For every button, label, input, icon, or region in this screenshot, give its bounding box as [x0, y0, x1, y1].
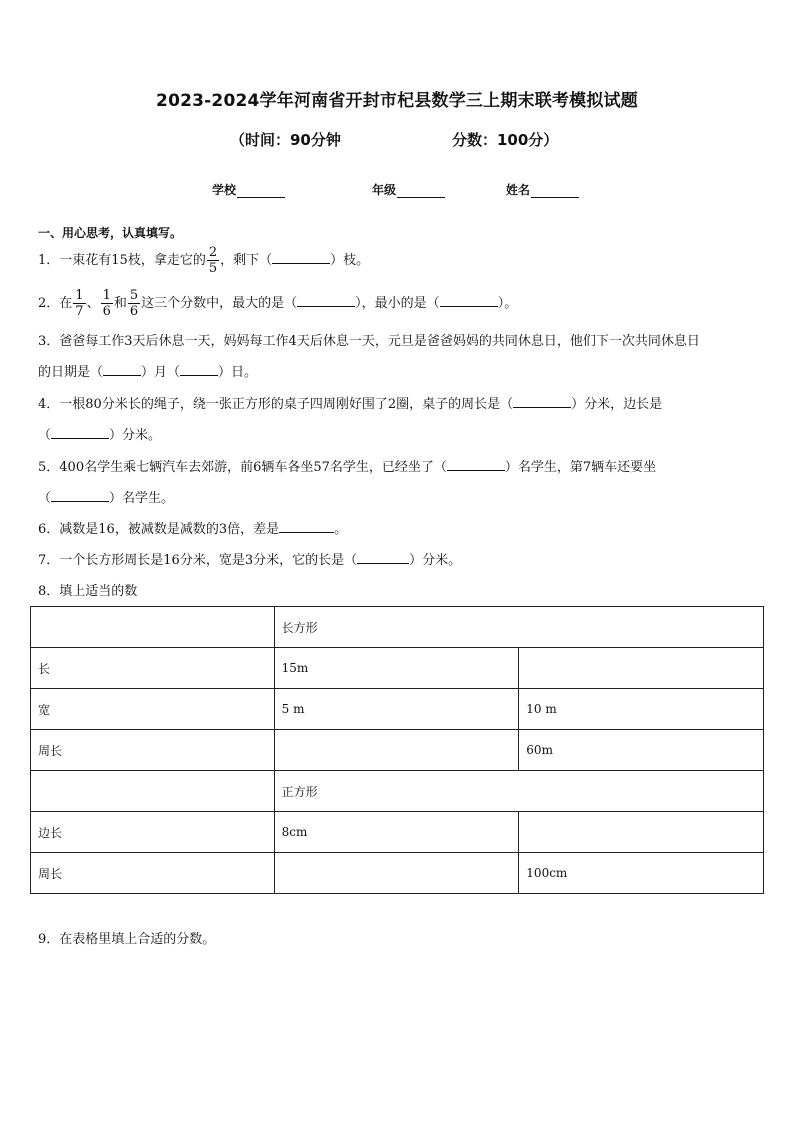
q5-text-2: ）名学生，第7辆车还要坐: [504, 460, 657, 475]
name-field: [506, 181, 579, 198]
side-value-2[interactable]: [519, 812, 764, 853]
q3-text-4: ）日。: [218, 365, 258, 380]
side-value-1: 8cm: [274, 812, 519, 853]
q4-text: 4．一根80分米长的绳子，绕一张正方形的桌子四周刚好围了2圈，桌子的周长是（: [38, 397, 514, 412]
question-3-line-1: 3．爸爸每工作3天后休息一天，妈妈每工作4天后休息一天，元旦是爸爸妈妈的共同休息日，他们下一次共同休息日: [38, 334, 700, 349]
grade-field: [372, 181, 445, 198]
q2-f2-num: 1: [102, 288, 111, 303]
q6-answer-blank[interactable]: [279, 520, 334, 533]
q5-text-4: ）名学生。: [109, 491, 175, 506]
question-8: 8．填上适当的数: [38, 584, 138, 599]
table-row: [31, 607, 764, 648]
q2-text: 2．在: [38, 296, 73, 311]
width-value-1: 5 m: [274, 689, 519, 730]
q6-text-2: 。: [334, 522, 348, 537]
table-row: [31, 730, 764, 771]
row-label-side: 边长: [31, 812, 275, 853]
square-perimeter-value-2: 100cm: [519, 853, 764, 894]
q2-sep-2: 和: [113, 296, 127, 311]
table-row: [31, 771, 764, 812]
question-9: 9．在表格里填上合适的分数。: [38, 932, 216, 947]
question-4-line-2: [38, 426, 161, 445]
school-label: 学校: [212, 183, 237, 197]
q2-text-2: 这三个分数中，最大的是（: [141, 296, 298, 311]
q3-day-blank[interactable]: [180, 363, 218, 376]
question-3-line-2: [38, 363, 257, 382]
q4-perimeter-blank[interactable]: [513, 395, 571, 408]
square-header: 正方形: [274, 771, 763, 812]
question-5-line-2: [38, 489, 174, 508]
q2-f3-den: 6: [129, 304, 139, 319]
row-label-width: 宽: [31, 689, 275, 730]
table-cell: [31, 771, 275, 812]
q6-text: 6．减数是16，被减数是减数的3倍，差是: [38, 522, 280, 537]
row-label-length: 长: [31, 648, 275, 689]
question-7: [38, 551, 461, 570]
q4-text-3: （: [38, 428, 52, 443]
exam-score: 分数：100分）: [452, 131, 559, 149]
q2-answer-blank-1[interactable]: [297, 294, 355, 307]
q7-text: 7．一个长方形周长是16分米，宽是3分米，它的长是（: [38, 553, 358, 568]
q5-remaining-blank[interactable]: [51, 489, 109, 502]
school-field: [212, 181, 285, 198]
q1-frac-numerator: 2: [208, 245, 218, 260]
q1-frac-denominator: 5: [208, 261, 218, 276]
q1-text-2: ，剩下（: [220, 253, 273, 268]
row-label-perimeter: 周长: [31, 730, 275, 771]
q2-f1-den: 7: [75, 304, 84, 319]
q2-answer-blank-2[interactable]: [440, 294, 498, 307]
q5-text-3: （: [38, 491, 52, 506]
school-blank[interactable]: [237, 184, 285, 198]
q2-sep-1: 、: [86, 296, 100, 311]
page-title: 2023-2024学年河南省开封市杞县数学三上期末联考模拟试题: [156, 91, 638, 111]
name-blank[interactable]: [531, 184, 579, 198]
width-value-2: 10 m: [519, 689, 764, 730]
row-label-square-perimeter: 周长: [31, 853, 275, 894]
length-value-1: 15m: [274, 648, 519, 689]
q1-answer-blank[interactable]: [272, 251, 330, 264]
q2-text-3: ），最小的是（: [355, 296, 440, 311]
q2-fraction-1: [73, 288, 85, 319]
question-2: [38, 288, 517, 319]
q2-text-4: ）。: [497, 296, 518, 311]
grade-blank[interactable]: [397, 184, 445, 198]
q2-f3-num: 5: [129, 288, 139, 303]
question-1: [38, 245, 369, 276]
q4-text-2: ）分米，边长是: [571, 397, 663, 412]
fill-table: [30, 606, 764, 894]
rectangle-header: 长方形: [274, 607, 763, 648]
perimeter-value-1[interactable]: [274, 730, 519, 771]
q4-text-4: ）分米。: [109, 428, 162, 443]
table-row: [31, 853, 764, 894]
question-6: [38, 520, 347, 539]
q4-side-blank[interactable]: [51, 426, 109, 439]
grade-label: 年级: [372, 183, 397, 197]
table-row: [31, 812, 764, 853]
q2-fraction-2: [101, 288, 113, 319]
exam-time: （时间：90分钟: [230, 131, 341, 149]
q5-seated-blank[interactable]: [447, 458, 505, 471]
table-row: [31, 648, 764, 689]
q1-text-3: ）枝。: [330, 253, 370, 268]
q2-fraction-3: [128, 288, 140, 319]
perimeter-value-2: 60m: [519, 730, 764, 771]
table-cell: [31, 607, 275, 648]
q1-text: 1．一束花有15枝，拿走它的: [38, 253, 206, 268]
q3-text-3: ）月（: [141, 365, 181, 380]
q2-f2-den: 6: [102, 304, 111, 319]
q7-answer-blank[interactable]: [357, 551, 409, 564]
length-value-2[interactable]: [519, 648, 764, 689]
q3-month-blank[interactable]: [103, 363, 141, 376]
q2-f1-num: 1: [75, 288, 84, 303]
q1-fraction: [207, 245, 219, 276]
q7-text-2: ）分米。: [409, 553, 462, 568]
q5-text: 5．400名学生乘七辆汽车去郊游，前6辆车各坐57名学生，已经坐了（: [38, 460, 447, 475]
table-row: [31, 689, 764, 730]
name-label: 姓名: [506, 183, 531, 197]
section-title: 一、用心思考，认真填写。: [38, 226, 183, 240]
square-perimeter-value-1[interactable]: [274, 853, 519, 894]
question-5-line-1: [38, 458, 656, 477]
q3-text-2: 的日期是（: [38, 365, 104, 380]
question-4-line-1: [38, 395, 662, 414]
